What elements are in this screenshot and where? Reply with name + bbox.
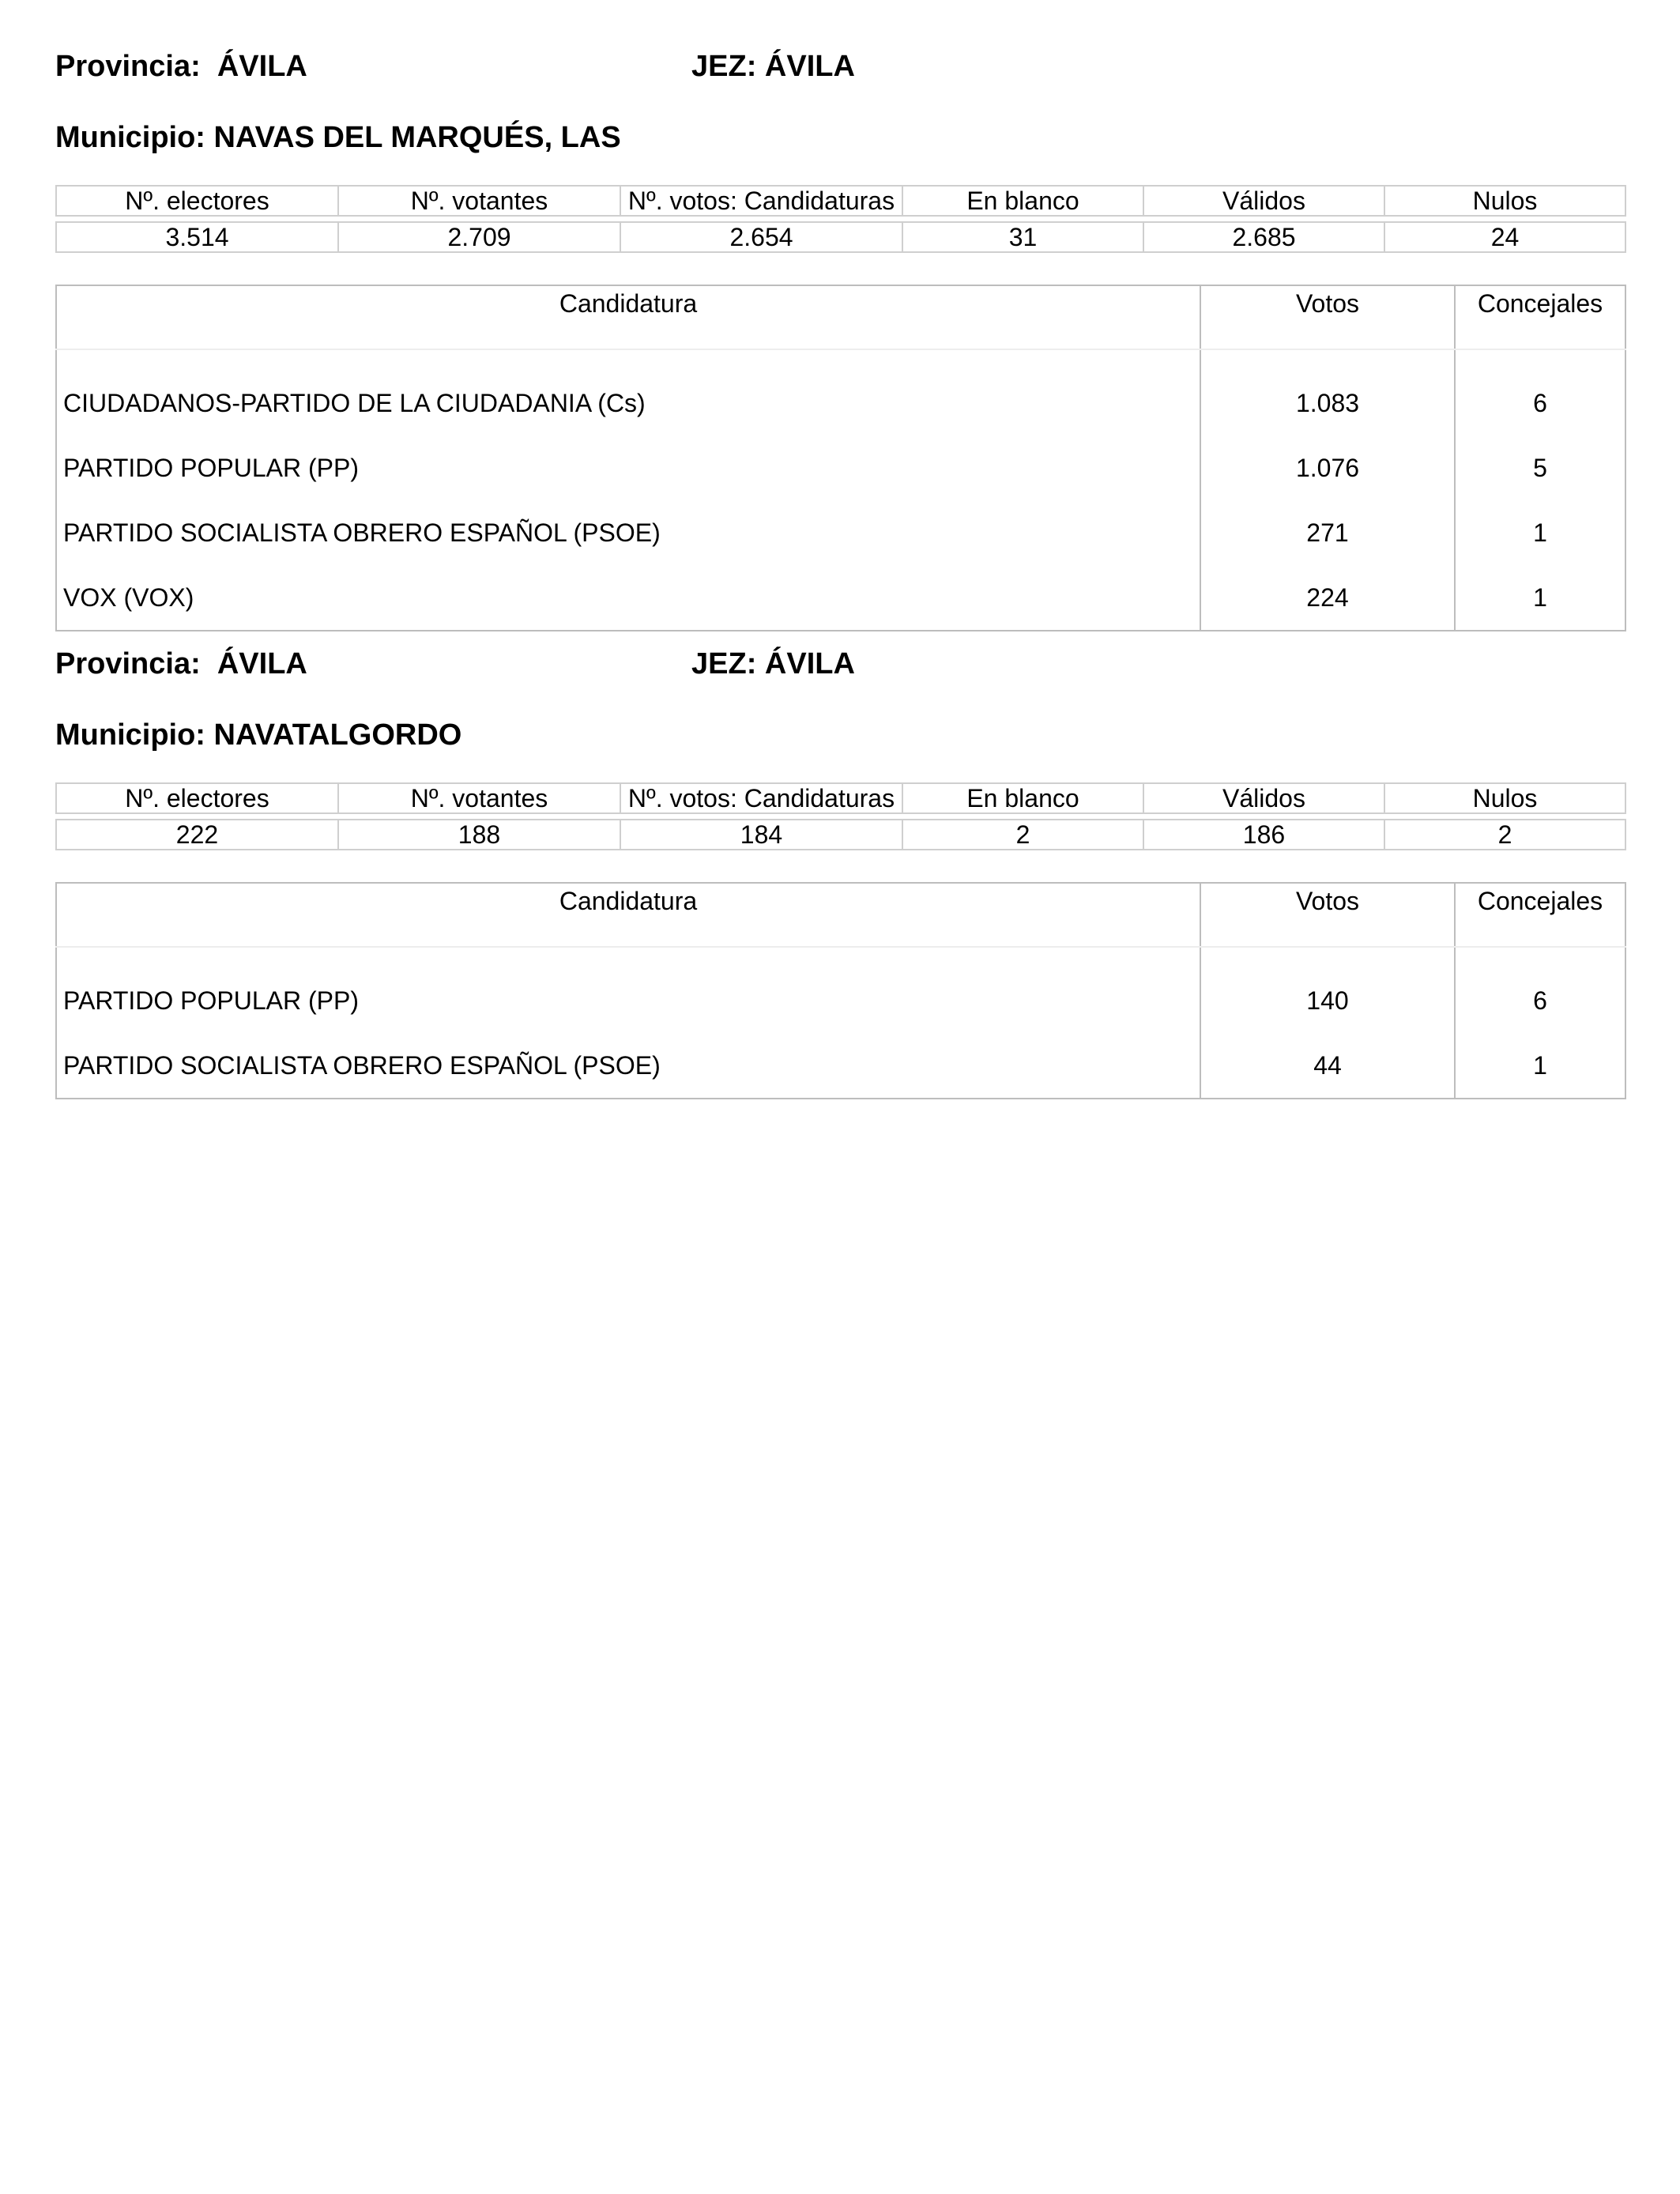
candidate-name: CIUDADANOS-PARTIDO DE LA CIUDADANIA (Cs) (63, 389, 646, 417)
header-votos: Votos (1200, 883, 1455, 947)
provincia-label: Provincia: (55, 50, 201, 83)
jez-heading (691, 49, 855, 84)
stats-header-validos: Válidos (1143, 783, 1384, 813)
stats-value-nulos: 2 (1384, 820, 1625, 850)
stats-header-nulos: Nulos (1384, 783, 1625, 813)
stats-header-en-blanco: En blanco (902, 783, 1143, 813)
candidate-votos: 140 (1200, 968, 1455, 1033)
stats-gap (56, 813, 1625, 820)
municipio-heading (55, 718, 461, 752)
stats-header-validos: Válidos (1143, 186, 1384, 216)
candidate-concejales: 1 (1455, 565, 1625, 631)
jez-value: ÁVILA (764, 50, 855, 83)
municipio-label: Municipio: (55, 121, 205, 154)
candidate-concejales: 1 (1455, 1033, 1625, 1099)
candidate-name: VOX (VOX) (63, 583, 194, 612)
municipio-heading (55, 120, 621, 155)
candidates-header-row (56, 883, 1625, 947)
candidate-concejales: 5 (1455, 435, 1625, 500)
jez-heading (691, 647, 855, 681)
candidates-spacer (56, 349, 1625, 371)
header-votos: Votos (1200, 285, 1455, 349)
candidate-name: PARTIDO POPULAR (PP) (63, 986, 359, 1015)
table-row (56, 435, 1625, 500)
jez-label: JEZ: (691, 50, 757, 83)
stats-header-en-blanco: En blanco (902, 186, 1143, 216)
candidate-votos: 271 (1200, 500, 1455, 565)
stats-value-nulos: 24 (1384, 222, 1625, 252)
candidates-table (55, 882, 1626, 1099)
candidates-spacer (56, 947, 1625, 968)
candidate-name: PARTIDO POPULAR (PP) (63, 454, 359, 482)
candidate-name: PARTIDO SOCIALISTA OBRERO ESPAÑOL (PSOE) (63, 518, 661, 547)
table-row (56, 968, 1625, 1033)
stats-header-votos-candidaturas: Nº. votos: Candidaturas (620, 783, 902, 813)
provincia-value: ÁVILA (217, 50, 307, 83)
jez-label: JEZ: (691, 647, 757, 680)
header-candidatura: Candidatura (56, 883, 1200, 947)
provincia-heading (55, 49, 307, 84)
candidates-header-row (56, 285, 1625, 349)
stats-table (55, 185, 1626, 253)
stats-value-en-blanco: 2 (902, 820, 1143, 850)
candidate-votos: 44 (1200, 1033, 1455, 1099)
candidate-concejales: 6 (1455, 968, 1625, 1033)
jez-value: ÁVILA (764, 647, 855, 680)
stats-value-en-blanco: 31 (902, 222, 1143, 252)
stats-value-votos-candidaturas: 2.654 (620, 222, 902, 252)
stats-header-row (56, 783, 1625, 813)
provincia-label: Provincia: (55, 647, 201, 680)
municipio-value: NAVAS DEL MARQUÉS, LAS (213, 121, 621, 154)
table-row (56, 371, 1625, 435)
candidate-votos: 1.083 (1200, 371, 1455, 435)
table-row (56, 565, 1625, 631)
stats-value-validos: 186 (1143, 820, 1384, 850)
stats-value-row (56, 820, 1625, 850)
provincia-value: ÁVILA (217, 647, 307, 680)
header-concejales: Concejales (1455, 883, 1625, 947)
stats-value-electores: 3.514 (56, 222, 338, 252)
table-row (56, 500, 1625, 565)
stats-header-row (56, 186, 1625, 216)
stats-header-votantes: Nº. votantes (338, 783, 620, 813)
stats-header-votos-candidaturas: Nº. votos: Candidaturas (620, 186, 902, 216)
stats-value-votos-candidaturas: 184 (620, 820, 902, 850)
stats-header-votantes: Nº. votantes (338, 186, 620, 216)
stats-table (55, 782, 1626, 850)
candidate-concejales: 6 (1455, 371, 1625, 435)
header-candidatura: Candidatura (56, 285, 1200, 349)
stats-value-votantes: 188 (338, 820, 620, 850)
header-concejales: Concejales (1455, 285, 1625, 349)
provincia-heading (55, 647, 307, 681)
table-row (56, 1033, 1625, 1099)
stats-value-validos: 2.685 (1143, 222, 1384, 252)
stats-value-votantes: 2.709 (338, 222, 620, 252)
municipio-value: NAVATALGORDO (213, 718, 462, 752)
stats-value-electores: 222 (56, 820, 338, 850)
candidate-concejales: 1 (1455, 500, 1625, 565)
stats-header-electores: Nº. electores (56, 186, 338, 216)
stats-gap (56, 216, 1625, 222)
stats-header-nulos: Nulos (1384, 186, 1625, 216)
municipio-label: Municipio: (55, 718, 205, 752)
candidate-votos: 224 (1200, 565, 1455, 631)
candidates-table (55, 285, 1626, 631)
stats-value-row (56, 222, 1625, 252)
candidate-votos: 1.076 (1200, 435, 1455, 500)
stats-header-electores: Nº. electores (56, 783, 338, 813)
candidate-name: PARTIDO SOCIALISTA OBRERO ESPAÑOL (PSOE) (63, 1051, 661, 1080)
